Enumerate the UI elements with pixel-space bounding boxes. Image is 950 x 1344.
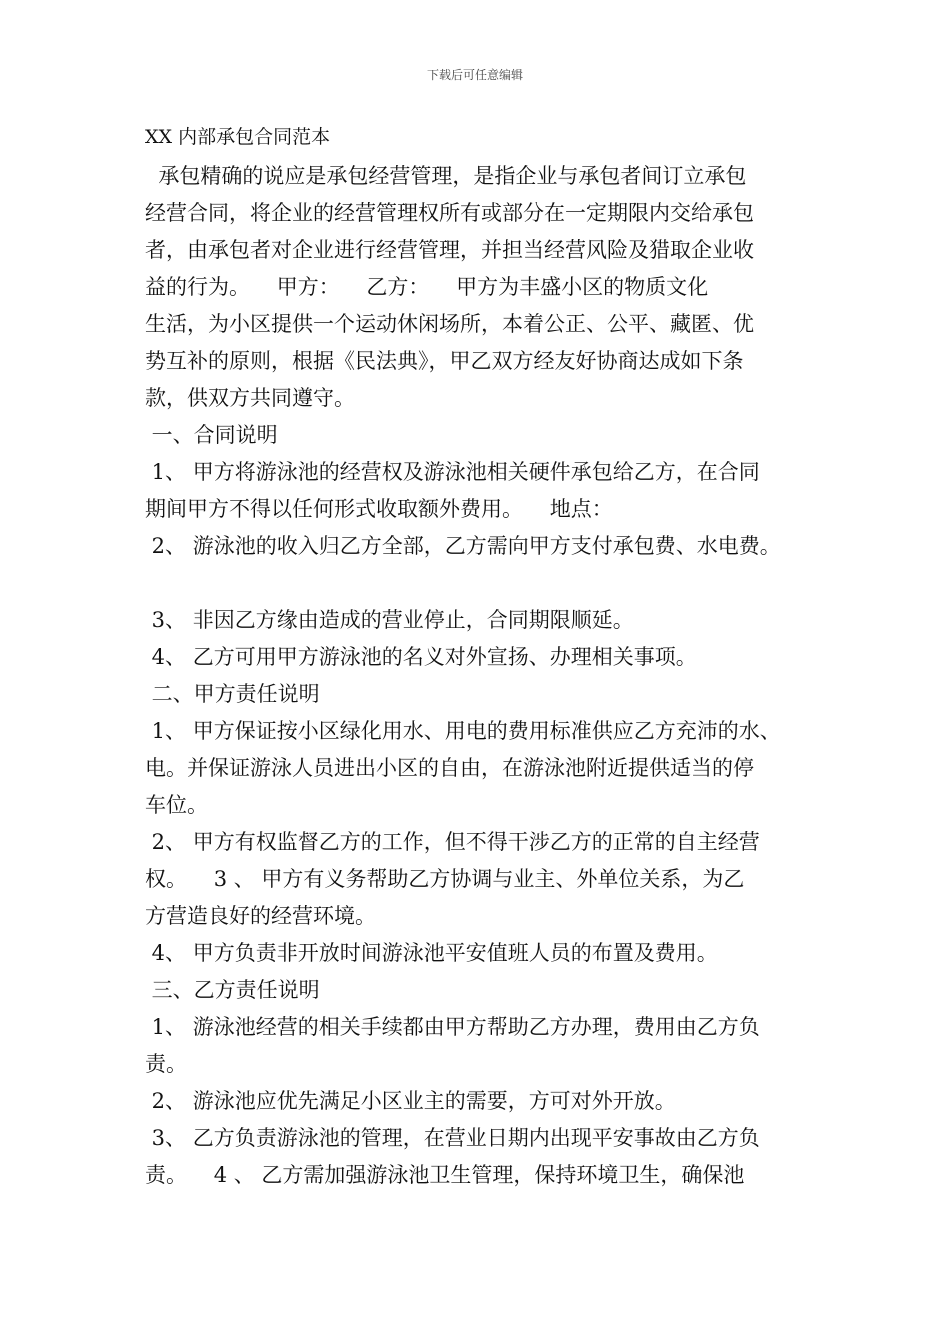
text-line: 责。 <box>145 1052 187 1076</box>
section-heading: 三、乙方责任说明 <box>145 978 320 1002</box>
page-title: XX 内部承包合同范本 <box>145 126 331 148</box>
text-line: 3、 非因乙方缘由造成的营业停止，合同期限顺延。 <box>145 608 634 632</box>
text-line: 2、 游泳池的收入归乙方全部，乙方需向甲方支付承包费、水电费。 <box>145 534 781 558</box>
text-line: 权。 3 、 甲方有义务帮助乙方协调与业主、外单位关系，为乙 <box>145 867 745 891</box>
text-line: 1、 甲方保证按小区绿化用水、用电的费用标准供应乙方充沛的水、 <box>145 719 781 743</box>
text-line: 责。 4 、 乙方需加强游泳池卫生管理，保持环境卫生，确保池 <box>145 1163 745 1187</box>
text-line: 势互补的原则，根据《民法典》，甲乙双方经友好协商达成如下条 <box>145 349 744 373</box>
text-line: 方营造良好的经营环境。 <box>145 904 376 928</box>
blank-line <box>145 565 835 602</box>
text-line: 车位。 <box>145 793 208 817</box>
page-header-note: 下载后可任意编辑 <box>426 68 523 82</box>
text-line: 2、 游泳池应优先满足小区业主的需要，方可对外开放。 <box>145 1089 676 1113</box>
text-line: 承包精确的说应是承包经营管理，是指企业与承包者间订立承包 <box>145 164 747 188</box>
text-line: 生活，为小区提供一个运动休闲场所，本着公正、公平、藏匿、优 <box>145 312 754 336</box>
text-line: 经营合同，将企业的经营管理权所有或部分在一定期限内交给承包 <box>145 201 754 225</box>
text-line: 益的行为。 甲方： 乙方： 甲方为丰盛小区的物质文化 <box>145 275 709 299</box>
text-line: 2、 甲方有权监督乙方的工作，但不得干涉乙方的正常的自主经营 <box>145 830 760 854</box>
text-line: 电。并保证游泳人员进出小区的自由，在游泳池附近提供适当的停 <box>145 756 754 780</box>
text-line: 4、 甲方负责非开放时间游泳池平安值班人员的布置及费用。 <box>145 941 718 965</box>
text-line: 期间甲方不得以任何形式收取额外费用。 地点： <box>145 497 613 521</box>
text-line: 者，由承包者对企业进行经营管理，并担当经营风险及猎取企业收 <box>145 238 754 262</box>
section-heading: 一、合同说明 <box>145 423 278 447</box>
text-line: 1、 游泳池经营的相关手续都由甲方帮助乙方办理，费用由乙方负 <box>145 1015 760 1039</box>
document-body <box>145 158 835 1194</box>
text-line: 1、 甲方将游泳池的经营权及游泳池相关硬件承包给乙方，在合同 <box>145 460 760 484</box>
text-line: 款，供双方共同遵守。 <box>145 386 355 410</box>
text-line: 4、 乙方可用甲方游泳池的名义对外宣扬、办理相关事项。 <box>145 645 697 669</box>
text-line: 3、 乙方负责游泳池的管理，在营业日期内出现平安事故由乙方负 <box>145 1126 760 1150</box>
section-heading: 二、甲方责任说明 <box>145 682 320 706</box>
